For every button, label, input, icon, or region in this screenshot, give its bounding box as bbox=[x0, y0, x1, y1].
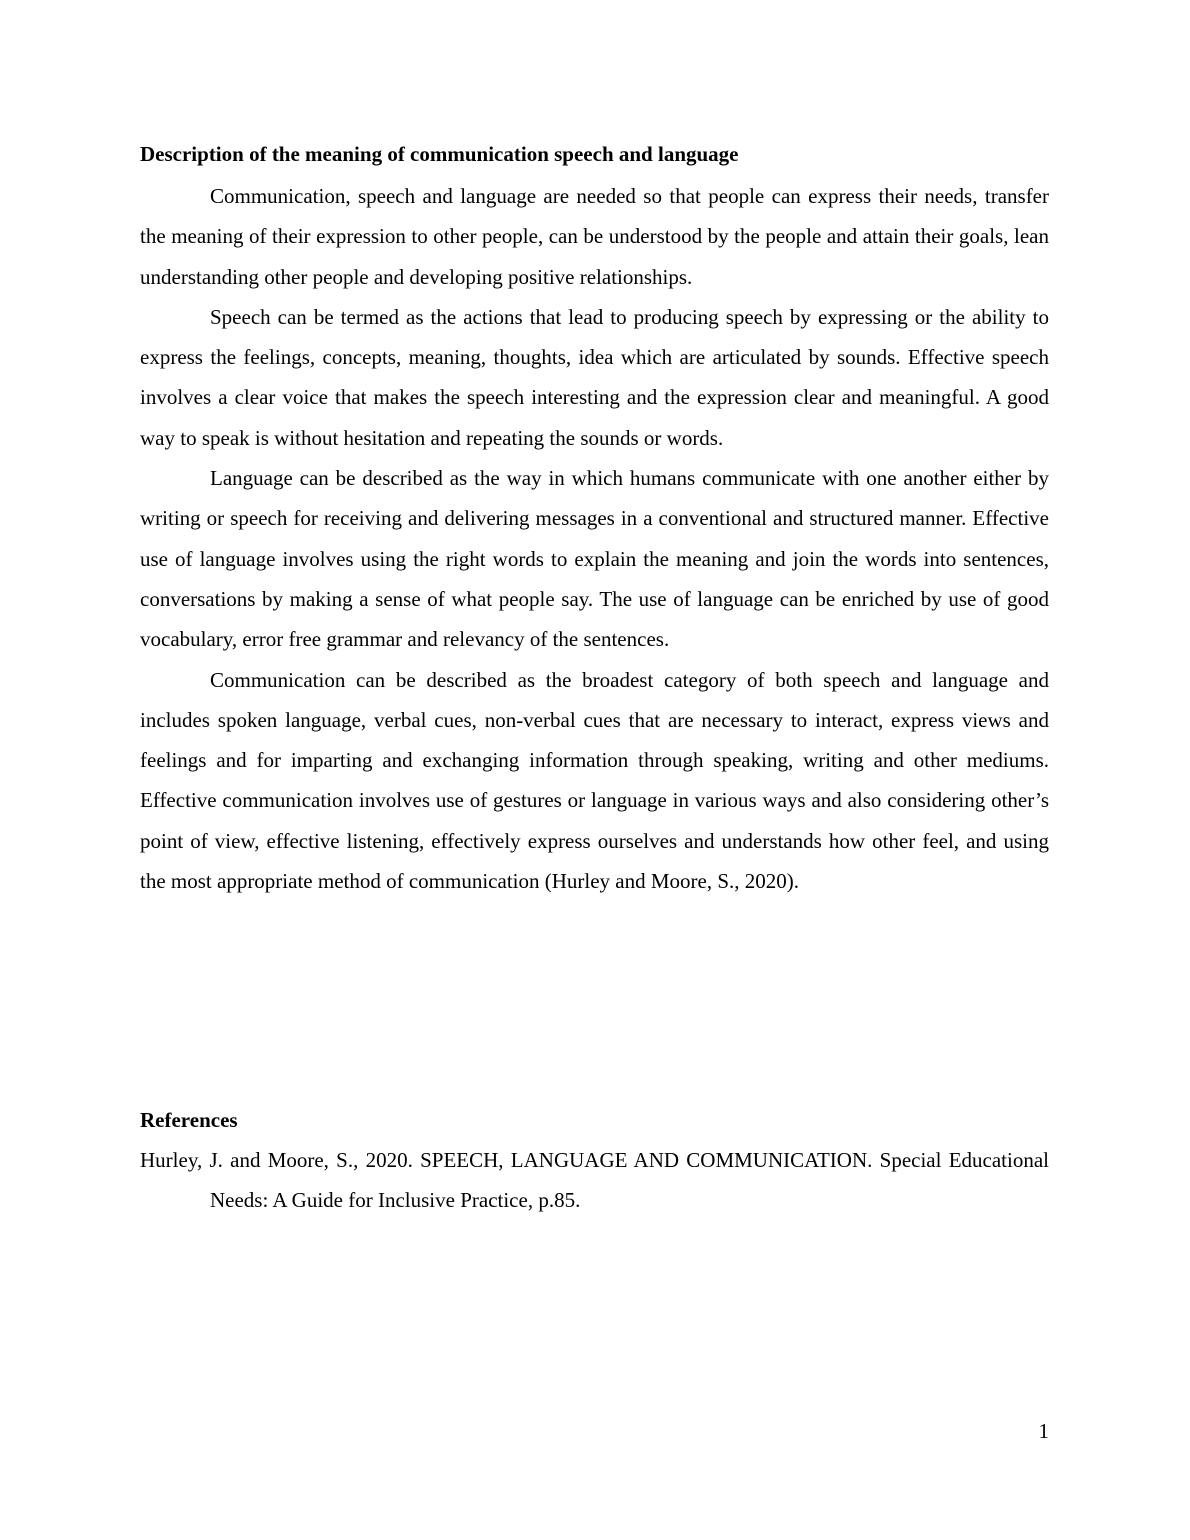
section-heading: Description of the meaning of communication speech and language bbox=[140, 142, 739, 166]
paragraph-language: Language can be described as the way in which humans communicate with one another either by writing or speech for receiving and delivering messages in a conventional and structured manner. Effective use of language involves using the right words to explain the meaning and join the words into sentences, conversations by making a sense of what people say. The use of language can be enriched by use of good vocabulary, error free grammar and relevancy of the sentences. bbox=[140, 466, 1049, 652]
references-heading: References bbox=[140, 1108, 238, 1132]
page-number: 1 bbox=[1038, 1419, 1049, 1443]
paragraph-communication: Communication can be described as the broadest category of both speech and language and includes spoken language, verbal cues, non-verbal cues that are necessary to interact, express views and feelings and for imparting and exchanging information through speaking, writing and other mediums. Effective communication involves use of gestures or language in various ways and also considering other’s point of view, effective listening, effectively express ourselves and understands how other feel, and using the most appropriate method of communication (Hurley and Moore, S., 2020). bbox=[140, 667, 1049, 894]
body-section bbox=[140, 136, 1049, 901]
reference-entry: Hurley, J. and Moore, S., 2020. SPEECH, LANGUAGE AND COMMUNICATION. Special Educational Needs: A Guide for Inclusive Practice, p.85. bbox=[140, 1148, 1049, 1213]
paragraph-speech: Speech can be termed as the actions that lead to producing speech by expressing or the ability to express the feelings, concepts, meaning, thoughts, idea which are articulated by sounds. Effective speech involves a clear voice that makes the speech interesting and the expression clear and meaningful. A good way to speak is without hesitation and repeating the sounds or words. bbox=[140, 304, 1049, 450]
paragraph-communication-needs: Communication, speech and language are needed so that people can express their needs, transfer the meaning of their expression to other people, can be understood by the people and attain their goals, lean understanding other people and developing positive relationships. bbox=[140, 184, 1049, 289]
